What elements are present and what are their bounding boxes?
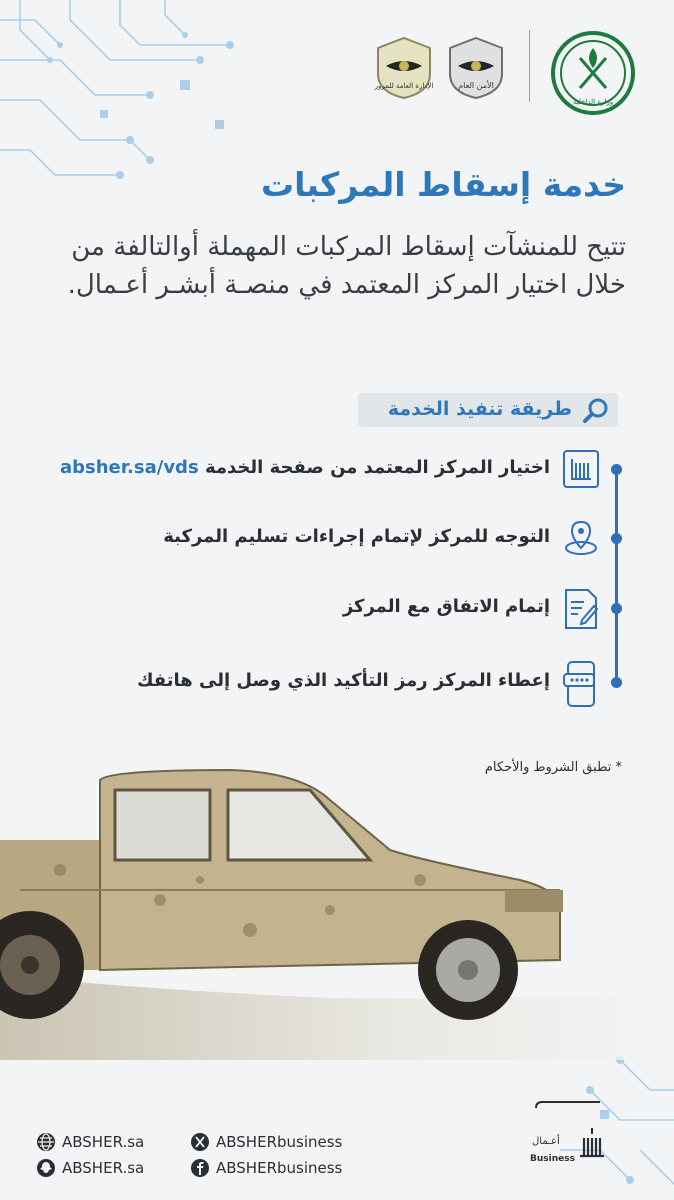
- step-text-4: إعطاء المركز رمز التأكيد الذي وصل إلى هاتفك: [137, 670, 550, 691]
- search-icon: [582, 397, 610, 423]
- step-text-2: التوجه للمركز لإتمام إجراءات تسليم المركبة: [163, 526, 550, 547]
- phone-code-icon: [562, 660, 600, 708]
- logo-row: [372, 30, 642, 114]
- abandoned-truck-illustration: [0, 760, 674, 1060]
- x-icon: [190, 1132, 210, 1152]
- timeline-dot: [611, 603, 622, 614]
- location-pin-icon: [562, 516, 600, 560]
- x-link[interactable]: [190, 1132, 360, 1152]
- snapchat-icon: [36, 1158, 56, 1178]
- globe-icon: [36, 1132, 56, 1152]
- document-pen-icon: [562, 586, 600, 630]
- traffic-logo-text: الإدارة العامة للمرور: [374, 82, 434, 90]
- intro-text: [16, 228, 626, 304]
- step-item-4: [58, 658, 618, 708]
- step-item-2: [58, 514, 618, 564]
- timeline-dot: [611, 533, 622, 544]
- terms-note: * تطبق الشروط والأحكام: [484, 760, 622, 775]
- front-wheel: [418, 920, 518, 1020]
- snapchat-text: ABSHER.sa: [62, 1159, 145, 1177]
- step-text-1: [60, 457, 550, 478]
- absher-business-logo: [530, 1098, 610, 1178]
- security-logo-text: الأمن العام: [458, 81, 494, 90]
- x-text: ABSHERbusiness: [216, 1133, 343, 1151]
- steps-header: [358, 393, 618, 427]
- step-text-3: إتمام الاتفاق مع المركز: [342, 596, 550, 617]
- website-link[interactable]: [36, 1132, 176, 1152]
- ministry-of-interior-logo: [550, 30, 636, 116]
- snapchat-link[interactable]: [36, 1158, 176, 1178]
- brand-arabic-text: أعـمال: [532, 1136, 560, 1147]
- logo-divider: [529, 30, 530, 102]
- facebook-icon: [190, 1158, 210, 1178]
- step-label-1: اختيار المركز المعتمد من صفحة الخدمة: [204, 457, 550, 478]
- timeline-line: [615, 465, 618, 685]
- timeline-dot: [611, 677, 622, 688]
- intro-line-1: تتيح للمنشآت إسقاط المركبات المهملة أوالتالفة من: [71, 232, 626, 262]
- step-item-3: [58, 584, 618, 634]
- service-link[interactable]: absher.sa/vds: [59, 457, 199, 478]
- ministry-logo-text: وزارة الداخلية: [572, 98, 614, 106]
- facebook-text: ABSHERbusiness: [216, 1159, 343, 1177]
- timeline-dot: [611, 464, 622, 475]
- building-columns-icon: [562, 447, 600, 491]
- step-item-1: [58, 445, 618, 495]
- brand-english-text: Business: [530, 1154, 575, 1164]
- steps-header-label: طريقة تنفيذ الخدمة: [387, 398, 572, 420]
- public-security-logo: [444, 36, 508, 100]
- traffic-department-logo: [372, 36, 436, 100]
- intro-line-2: خلال اختيار المركز المعتمد في منصـة أبشـر أعـمال.: [67, 270, 626, 300]
- page-title: خدمة إسقاط المركبات: [260, 165, 626, 204]
- website-text: ABSHER.sa: [62, 1133, 145, 1151]
- facebook-link[interactable]: [190, 1158, 360, 1178]
